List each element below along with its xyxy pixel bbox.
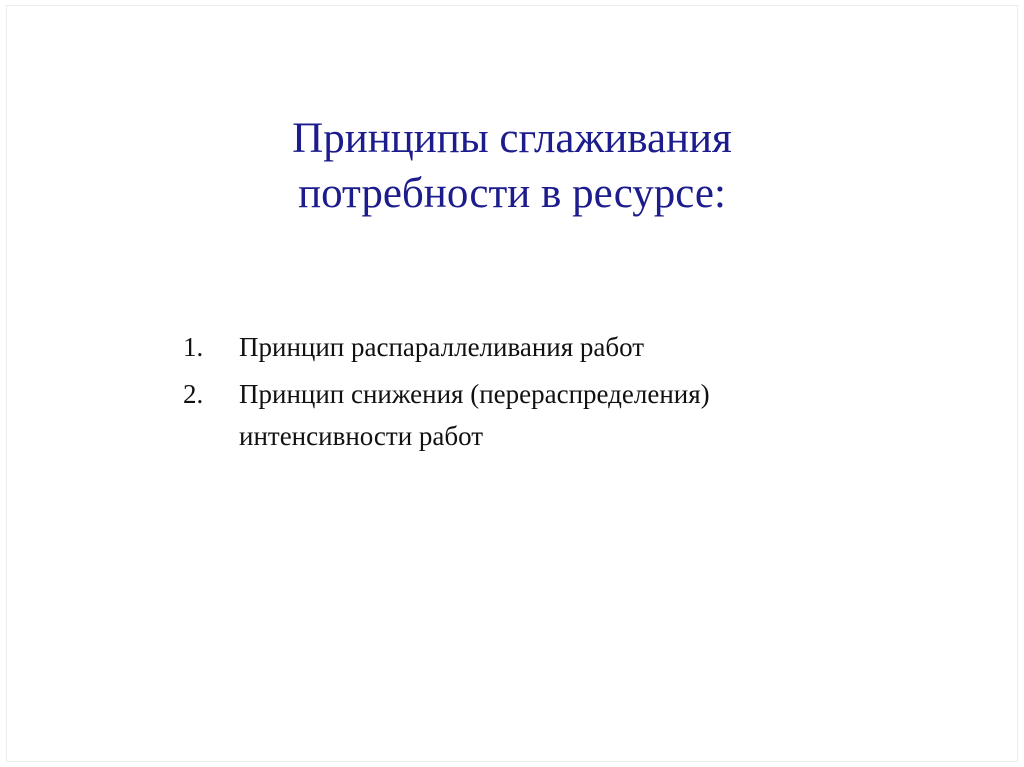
list-item-number: 2. (183, 379, 204, 409)
principles-list (183, 326, 883, 462)
slide-title (0, 111, 1024, 221)
list-item-text (239, 373, 883, 457)
title-line-1: Принципы сглаживания (292, 115, 732, 162)
list-item-number: 1. (183, 332, 204, 362)
list-item (183, 373, 883, 457)
title-line-2: потребности в ресурсе: (298, 170, 726, 217)
list-item-text-line-2: интенсивности работ (239, 421, 484, 451)
list-item-text: Принцип распараллеливания работ (239, 332, 645, 362)
list-item (183, 326, 883, 368)
list-item-text-line-1: Принцип снижения (перераспределения) (239, 379, 710, 409)
